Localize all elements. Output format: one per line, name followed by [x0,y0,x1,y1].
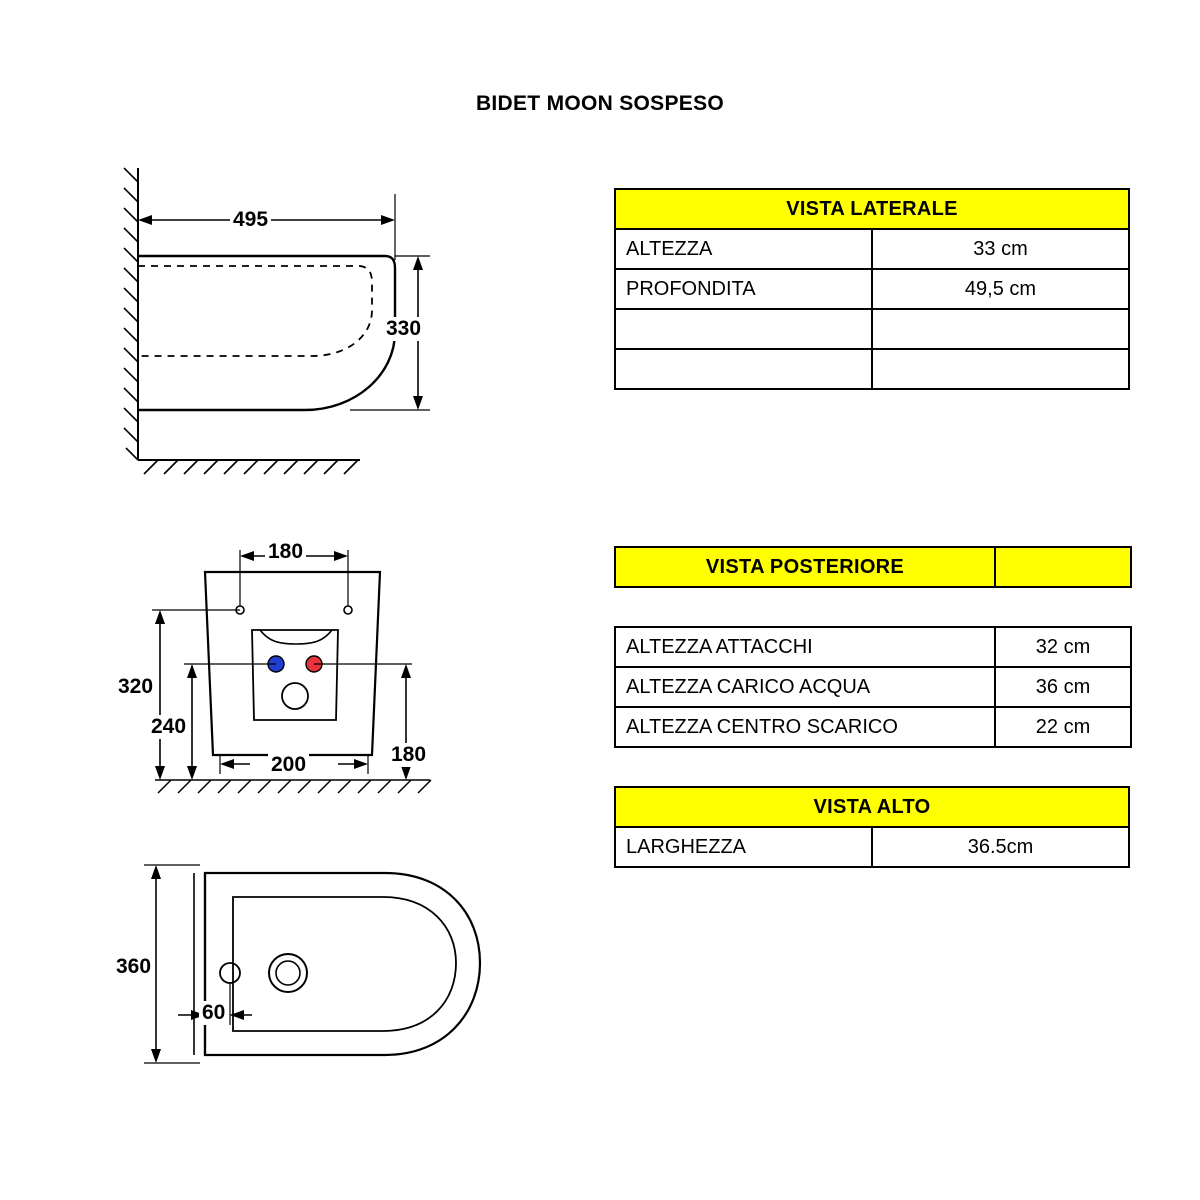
top-view-drawing [100,855,560,1105]
vista-posteriore-header: VISTA POSTERIORE [615,547,995,587]
table-header-row [615,547,1131,587]
row-value-larghezza: 36.5cm [872,827,1129,867]
row-label-altezza-attacchi: ALTEZZA ATTACCHI [615,627,995,667]
table-row [615,667,1131,707]
table-row [615,229,1129,269]
page-title: BIDET MOON SOSPESO [475,92,725,115]
dim-label-rear-240: 240 [148,715,189,739]
dim-label-rear-180-top: 180 [265,540,306,564]
row-label-empty-2 [615,349,872,389]
dim-label-495: 495 [230,208,271,232]
table-row [615,309,1129,349]
side-view-drawing [100,160,560,490]
vista-laterale-header: VISTA LATERALE [615,189,1129,229]
dim-label-rear-180-right: 180 [388,743,429,767]
row-label-empty-1 [615,309,872,349]
row-label-altezza: ALTEZZA [615,229,872,269]
dim-label-330: 330 [383,317,424,341]
row-value-altezza-centro-scarico: 22 cm [995,707,1131,747]
vista-posteriore-header-blank [995,547,1131,587]
dim-label-top-360: 360 [113,955,154,979]
row-value-profondita: 49,5 cm [872,269,1129,309]
rear-view-drawing [100,530,560,830]
table-row [615,707,1131,747]
vista-posteriore-body [614,626,1132,748]
table-header-row [615,189,1129,229]
vista-laterale-table [614,188,1130,390]
vista-posteriore-table [614,546,1132,588]
dim-label-rear-200: 200 [268,753,309,777]
row-label-altezza-centro-scarico: ALTEZZA CENTRO SCARICO [615,707,995,747]
row-value-empty-2 [872,349,1129,389]
row-value-altezza: 33 cm [872,229,1129,269]
dim-label-top-60: 60 [199,1001,228,1025]
row-value-empty-1 [872,309,1129,349]
row-value-altezza-attacchi: 32 cm [995,627,1131,667]
table-row [615,269,1129,309]
row-label-larghezza: LARGHEZZA [615,827,872,867]
table-row [615,827,1129,867]
table-row [615,627,1131,667]
row-label-altezza-carico-acqua: ALTEZZA CARICO ACQUA [615,667,995,707]
vista-alto-table [614,786,1130,868]
row-value-altezza-carico-acqua: 36 cm [995,667,1131,707]
vista-alto-header: VISTA ALTO [615,787,1129,827]
row-label-profondita: PROFONDITA [615,269,872,309]
table-row [615,349,1129,389]
dim-label-rear-320: 320 [115,675,156,699]
table-header-row [615,787,1129,827]
